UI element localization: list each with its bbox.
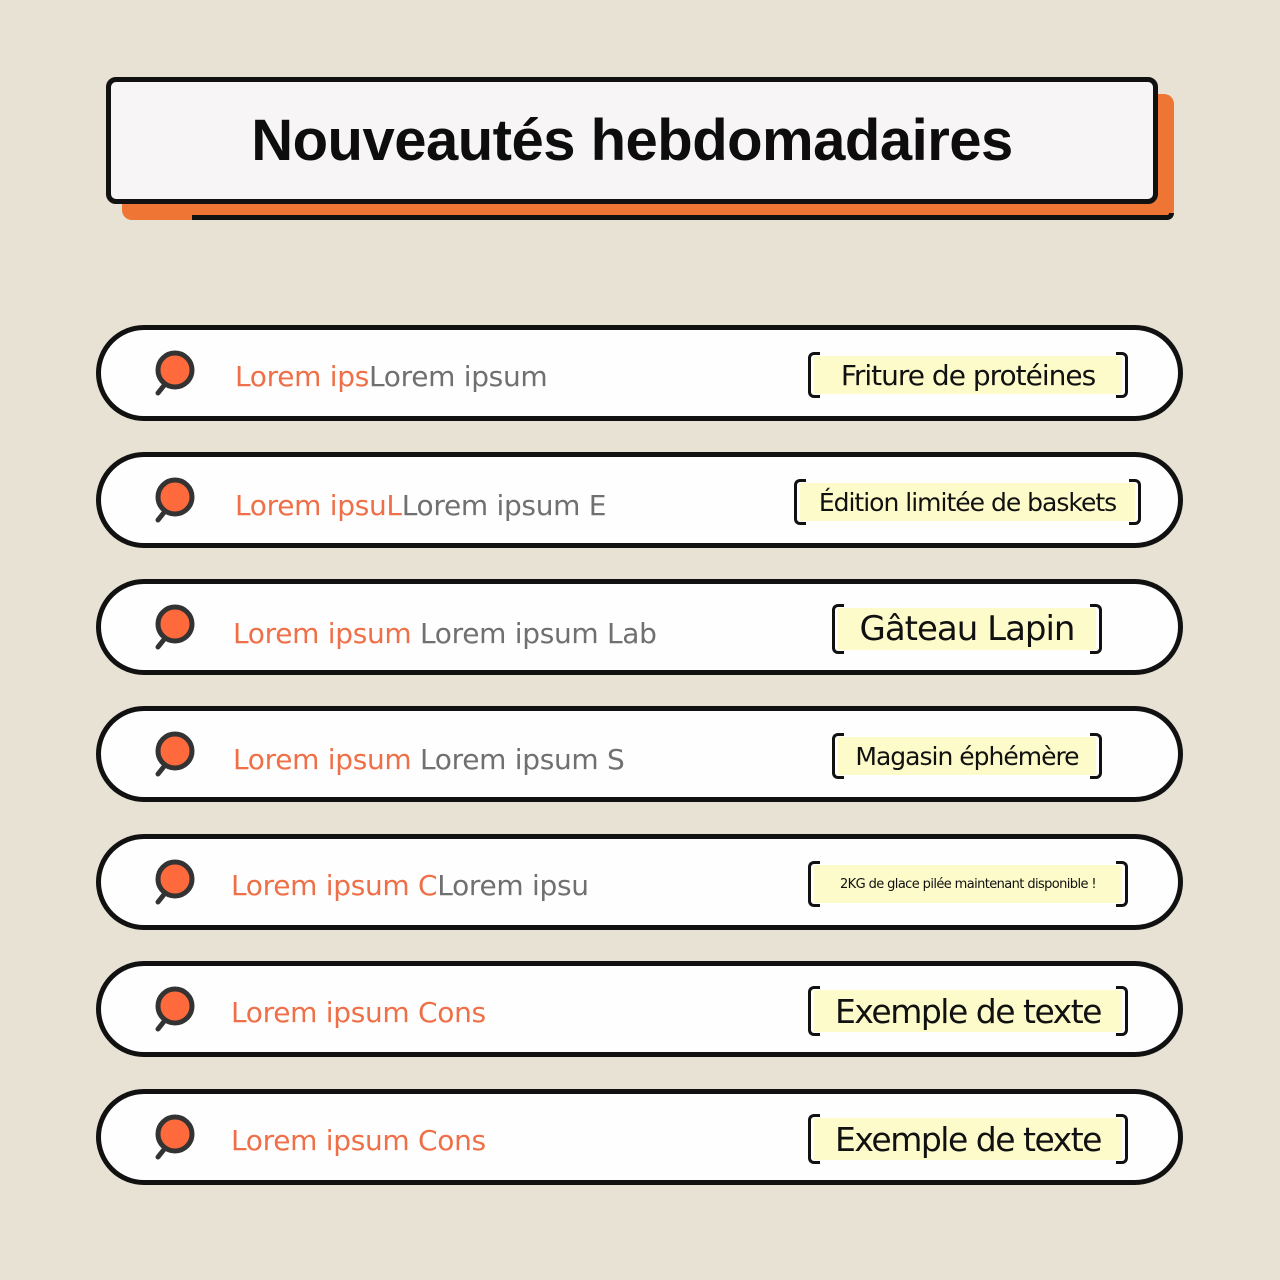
tag-label: Exemple de texte (835, 1119, 1101, 1159)
tag-label: Exemple de texte (835, 991, 1101, 1031)
tag-label: Friture de protéines (840, 358, 1096, 392)
search-icon (149, 857, 199, 911)
search-item[interactable] (96, 706, 1183, 802)
search-icon (149, 1112, 199, 1166)
title-banner (106, 77, 1158, 204)
search-text-rest: Lorem ipsum S (420, 743, 625, 776)
search-item[interactable] (96, 579, 1183, 675)
search-text-highlight: Lorem ips (235, 360, 369, 393)
search-icon (149, 475, 199, 529)
tag-badge (808, 352, 1128, 398)
search-text-highlight: Lorem ipsum (233, 743, 420, 776)
search-text (231, 869, 589, 902)
page-title: Nouveautés hebdomadaires (251, 108, 1013, 173)
search-icon (149, 602, 199, 656)
search-item[interactable] (96, 961, 1183, 1057)
tag-badge (794, 479, 1141, 525)
search-text-highlight: Lorem ipsuL (235, 489, 402, 522)
search-text (233, 617, 657, 650)
search-text-rest: Lorem ipsum E (401, 489, 607, 522)
search-item[interactable] (96, 325, 1183, 421)
tag-label: Gâteau Lapin (859, 609, 1075, 649)
search-text (233, 743, 624, 776)
search-text-highlight: Lorem ipsum Cons (231, 1124, 486, 1157)
tag-badge (808, 986, 1128, 1036)
search-item[interactable] (96, 1089, 1183, 1185)
search-text-rest: Lorem ipsum (368, 360, 548, 393)
tag-badge (808, 861, 1128, 907)
tag-label: Magasin éphémère (855, 741, 1079, 771)
search-text (235, 489, 606, 522)
tag-badge (832, 604, 1102, 654)
search-icon (149, 348, 199, 402)
search-text (235, 360, 547, 393)
tag-label: Édition limitée de baskets (818, 487, 1117, 517)
search-text (231, 1124, 486, 1157)
tag-badge (832, 733, 1102, 779)
search-item[interactable] (96, 834, 1183, 930)
tag-badge (808, 1114, 1128, 1164)
search-text (231, 996, 486, 1029)
search-text-rest: Lorem ipsum Lab (420, 617, 657, 650)
search-text-highlight: Lorem ipsum Cons (231, 996, 486, 1029)
tag-label: 2KG de glace pilée maintenant disponible ! (839, 876, 1097, 892)
search-text-highlight: Lorem ipsum C (231, 869, 438, 902)
search-item[interactable] (96, 452, 1183, 548)
search-text-rest: Lorem ipsu (437, 869, 589, 902)
search-icon (149, 729, 199, 783)
search-text-highlight: Lorem ipsum (233, 617, 420, 650)
title-box (106, 77, 1158, 204)
search-icon (149, 984, 199, 1038)
title-shadow-outline (192, 213, 1174, 220)
